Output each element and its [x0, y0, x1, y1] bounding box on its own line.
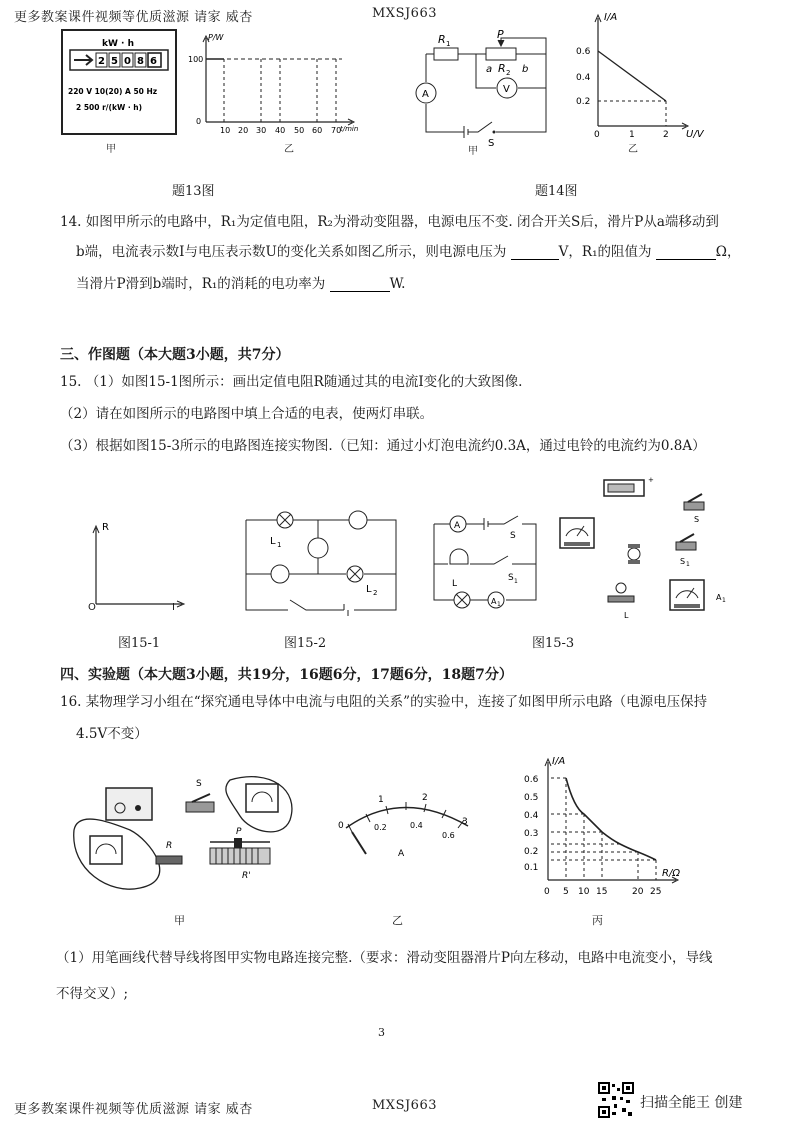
ammeter-a[interactable] — [560, 518, 594, 548]
power-time-graph-drawing — [188, 28, 362, 140]
dial-minor: 0.6 — [442, 831, 455, 840]
axis-origin: O — [88, 602, 96, 613]
graph-origin: 0 — [196, 117, 202, 126]
fig16-apparatus-drawing — [70, 770, 310, 900]
meter-slot-left[interactable] — [271, 565, 289, 583]
l2-sub: 2 — [373, 589, 378, 597]
svg-text:+: + — [648, 476, 654, 484]
fig15-3-caption: 图15-3 — [532, 636, 575, 651]
a-label: A — [454, 521, 461, 531]
voltmeter[interactable] — [90, 836, 122, 864]
bell[interactable] — [628, 544, 640, 564]
fig14-circuit — [404, 26, 564, 156]
footer-code: MXSJ663 — [372, 1098, 437, 1113]
fig16-ir-graph-drawing — [512, 748, 702, 906]
y-tick: 0.1 — [524, 863, 539, 873]
x-tick: 10 — [220, 126, 231, 135]
resistor-r[interactable] — [156, 841, 182, 864]
fig15-1-axes — [82, 518, 192, 614]
header-text: 更多教案课件视频等优质滋源 请家 威杏 — [14, 10, 253, 25]
q15-part3: （3）根据如图15-3所示的电路图连接实物图.（已知：通过小灯泡电流约0.3A，通过电铃的电流约为0.8A） — [60, 438, 706, 454]
page-number: 3 — [378, 1026, 385, 1039]
fig15-2-circuit — [236, 506, 406, 626]
graph-ylabel: P/W — [208, 33, 224, 42]
q14-line2-a: b端，电流表示数I与电压表示数U的变化关系如图乙所示，则电源电压为 — [76, 244, 507, 260]
axis-r: R — [102, 522, 109, 533]
meter-digit: 5 — [111, 56, 118, 67]
fig15-2-caption: 图15-2 — [284, 636, 327, 651]
switch-s1[interactable] — [676, 534, 696, 568]
meter-digit: 0 — [124, 56, 131, 67]
power-time-graph — [188, 28, 362, 140]
q16-part1-line1: （1）用笔画线代替导线将图甲实物电路连接完整.（要求：滑动变阻器滑片P向左移动，电路中电流变小，导线 — [56, 950, 713, 966]
x-tick: 25 — [650, 887, 662, 897]
fig14-caption: 题14图 — [535, 184, 578, 199]
r1-sub: 1 — [446, 40, 451, 48]
a-label: a — [486, 64, 493, 75]
power-supply[interactable] — [106, 788, 152, 820]
fig15-1-graph[interactable] — [82, 518, 192, 614]
switch-s[interactable] — [684, 494, 704, 524]
dial-unit: A — [398, 849, 405, 859]
a1-label: A — [491, 597, 497, 606]
x-tick: 0 — [544, 887, 550, 897]
energy-meter-drawing — [60, 28, 178, 136]
y-tick: 0.4 — [524, 811, 539, 821]
a1-sub: 1 — [497, 601, 501, 608]
x-tick: 10 — [578, 887, 590, 897]
a1-label: A — [716, 593, 722, 602]
fig15-3-circuit — [430, 510, 550, 620]
y-tick: 0.2 — [576, 97, 591, 107]
graph-xlabel: t/min — [340, 125, 359, 133]
lamp-l[interactable] — [608, 583, 634, 620]
fig15-2-circuit-drawing — [236, 506, 406, 626]
x-tick: 2 — [663, 130, 669, 140]
dial-major: 2 — [422, 793, 428, 803]
meter-digit: 6 — [150, 56, 157, 67]
y-tick: 0.4 — [576, 73, 591, 83]
fig13-caption: 题13图 — [172, 184, 215, 199]
graph-y100: 100 — [188, 55, 204, 64]
fig15-1-caption: 图15-1 — [118, 636, 161, 651]
dial-minor: 0.2 — [374, 823, 387, 832]
r2-sub: 2 — [506, 69, 511, 77]
l1-label: L — [270, 536, 276, 547]
ammeter-dial-drawing — [330, 776, 480, 886]
q14-line1: 14. 如图甲所示的电路中，R₁为定值电阻，R₂为滑动变阻器，电源电压不变. 闭合开关S后，滑片P从a端移动到 — [60, 214, 719, 230]
dial-minor: 0.4 — [410, 821, 423, 830]
b-label: b — [522, 64, 529, 75]
q14-line2-b: V，R₁的阻值为 — [558, 244, 652, 260]
fig14-jia-label: 甲 — [468, 146, 478, 157]
rp-label: R' — [242, 871, 251, 881]
graph-ylabel: I/A — [604, 12, 618, 23]
fig13-jia-label: 甲 — [106, 144, 116, 155]
meter-spec2: 2 500 r/(kW · h) — [76, 103, 143, 112]
switch-s[interactable] — [186, 779, 214, 812]
y-tick: 0.3 — [524, 829, 539, 839]
x-tick: 0 — [594, 130, 600, 140]
fig15-3-components[interactable] — [556, 474, 732, 624]
x-tick: 20 — [238, 126, 249, 135]
fig16-apparatus[interactable] — [70, 770, 310, 900]
meter-spec1: 220 V 10(20) A 50 Hz — [68, 87, 158, 96]
header-code: MXSJ663 — [372, 6, 437, 21]
graph-xlabel: U/V — [686, 129, 704, 140]
energy-meter — [60, 28, 178, 136]
ammeter[interactable] — [246, 784, 278, 812]
s1-sub: 1 — [686, 561, 690, 568]
p-label: P — [497, 28, 504, 41]
y-tick: 0.5 — [524, 793, 539, 803]
dial-major: 0 — [338, 821, 344, 831]
q15-part2: （2）请在如图所示的电路图中填上合适的电表，使两灯串联。 — [60, 406, 434, 422]
meter-digit: 2 — [98, 56, 105, 67]
ammeter-dial — [330, 776, 480, 886]
y-tick: 0.2 — [524, 847, 539, 857]
s1-label: S — [508, 573, 514, 583]
x-tick: 5 — [563, 887, 569, 897]
q16-line2: 4.5V不变） — [76, 726, 148, 742]
footer-text: 更多教案课件视频等优质滋源 请家 威杏 — [14, 1102, 253, 1117]
x-tick: 60 — [312, 126, 323, 135]
s-label: S — [694, 515, 700, 524]
l-label: L — [452, 579, 458, 589]
fig16-ir-graph — [512, 748, 702, 906]
s-label: S — [196, 779, 202, 789]
qr-code-icon — [598, 1082, 634, 1122]
q14-line3-b: W. — [389, 276, 406, 292]
meter-unit: kW · h — [102, 39, 135, 49]
fig14-circuit-drawing — [404, 26, 564, 156]
section3-title: 三、作图题（本大题3小题，共7分） — [60, 347, 290, 363]
l-label: L — [624, 611, 629, 620]
p-label: P — [236, 827, 242, 837]
ammeter-a1[interactable] — [670, 580, 726, 610]
fig15-3-components-drawing — [556, 474, 732, 624]
ammeter-label: A — [422, 89, 429, 100]
l1-sub: 1 — [277, 541, 282, 549]
r1-label: R — [438, 33, 446, 46]
y-tick: 0.6 — [524, 775, 539, 785]
dial-major: 1 — [378, 795, 384, 805]
fig16-jia-label: 甲 — [174, 914, 185, 927]
fig15-3-circuit-drawing — [430, 510, 550, 620]
rheostat[interactable] — [210, 827, 270, 881]
q16-part1-line2: 不得交叉）; — [56, 986, 129, 1002]
x-tick: 1 — [629, 130, 635, 140]
meter-digit: 8 — [137, 56, 144, 67]
s-label: S — [510, 531, 516, 541]
q14-line3 — [76, 278, 405, 292]
section4-title: 四、实验题（本大题3小题，共19分，16题6分，17题6分，18题7分） — [60, 667, 513, 683]
fig14-iu-graph-drawing — [566, 6, 726, 156]
x-tick: 50 — [294, 126, 305, 135]
q14-line3-a: 当滑片P滑到b端时，R₁的消耗的电功率为 — [76, 276, 326, 292]
fig16-yi-label: 乙 — [392, 914, 403, 927]
scanner-credit: 扫描全能王 创建 — [640, 1095, 743, 1111]
dial-major: 3 — [462, 817, 468, 827]
meter-slot-center[interactable] — [308, 528, 328, 548]
x-tick: 15 — [596, 887, 608, 897]
answer-blank-power[interactable] — [330, 279, 390, 292]
l2-label: L — [366, 584, 372, 595]
fig14-yi-label: 乙 — [628, 144, 638, 155]
voltmeter-label: V — [503, 84, 510, 95]
r-label: R — [166, 841, 173, 851]
q14-line2-c: Ω， — [715, 244, 741, 260]
x-tick: 40 — [275, 126, 286, 135]
s1-label: S — [680, 557, 686, 566]
answer-blank-resistance[interactable] — [656, 247, 716, 260]
graph-xlabel: R/Ω — [662, 868, 680, 879]
fig13-yi-label: 乙 — [284, 144, 294, 155]
x-tick: 70 — [331, 126, 342, 135]
answer-blank-voltage[interactable] — [511, 247, 559, 260]
a1-sub: 1 — [722, 597, 726, 604]
y-tick: 0.6 — [576, 47, 591, 57]
axis-i: I — [172, 602, 175, 613]
battery-box[interactable] — [604, 476, 654, 496]
fig16-bing-label: 丙 — [592, 914, 603, 927]
switch-label: S — [488, 138, 495, 149]
graph-ylabel: I/A — [552, 756, 566, 767]
x-tick: 20 — [632, 887, 644, 897]
fig14-iu-graph — [566, 6, 726, 156]
q15-part1: 15. （1）如图15-1图所示：画出定值电阻R随通过其的电流I变化的大致图像. — [60, 374, 523, 390]
r2-label: R — [498, 62, 506, 75]
q16-line1: 16. 某物理学习小组在“探究通电导体中电流与电阻的关系”的实验中，连接了如图甲所示电路（电源电压保持 — [60, 694, 708, 710]
meter-slot-top-right[interactable] — [349, 511, 367, 529]
x-tick: 30 — [256, 126, 267, 135]
s1-sub: 1 — [514, 578, 518, 585]
q14-line2 — [76, 246, 740, 260]
